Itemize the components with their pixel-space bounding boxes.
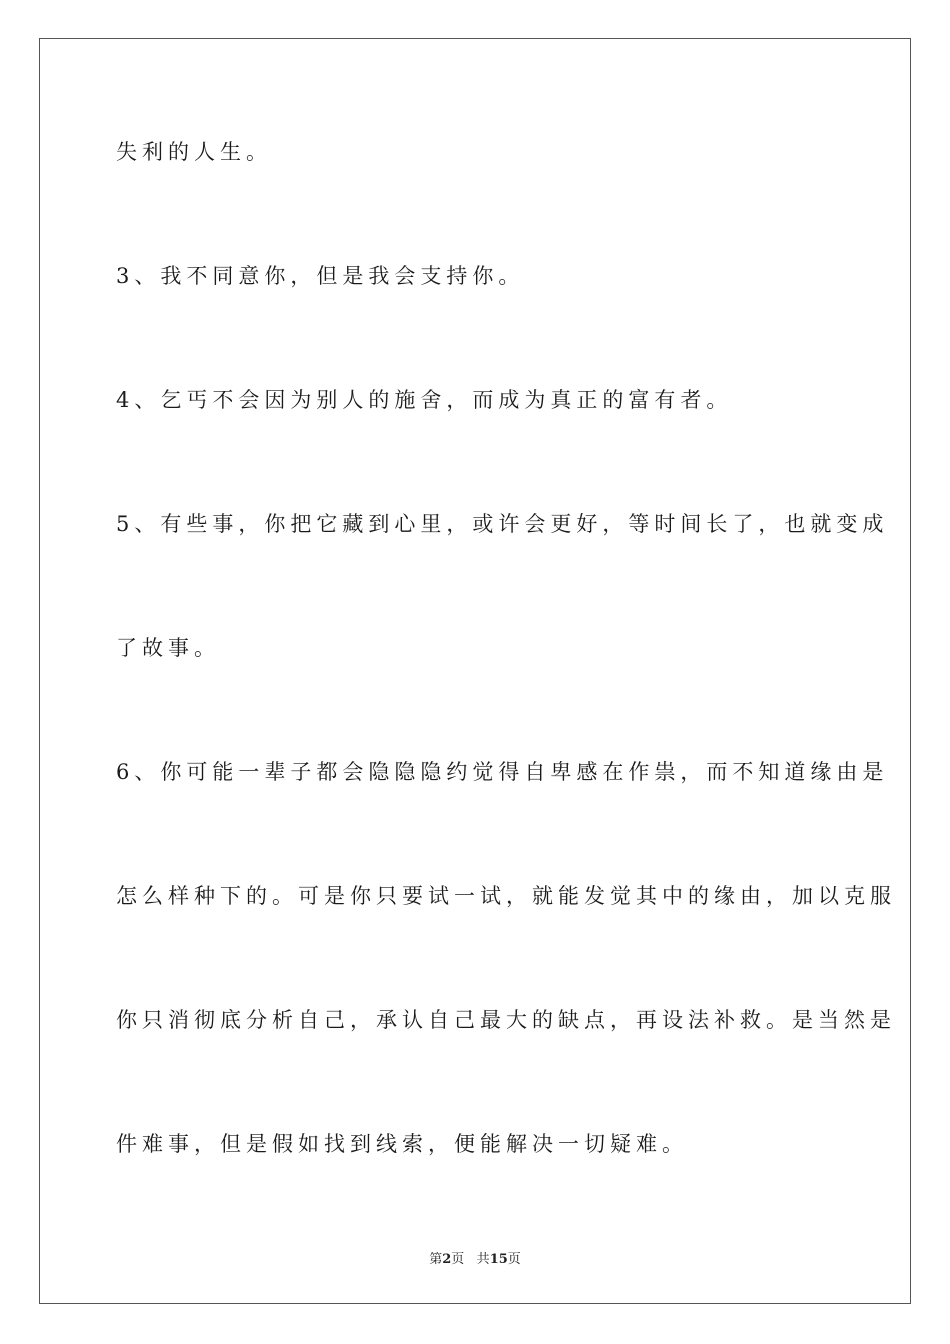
text-line-2: 3、我不同意你，但是我会支持你。	[116, 264, 525, 288]
footer-page-suffix: 页	[451, 1252, 465, 1267]
text-line-5: 了故事。	[116, 636, 220, 660]
text-line-9: 件难事，但是假如找到线索，便能解决一切疑难。	[116, 1132, 688, 1156]
text-line-4: 5、有些事，你把它藏到心里，或许会更好，等时间长了，也就变成	[116, 512, 889, 536]
text-line-6: 6、你可能一辈子都会隐隐隐约觉得自卑感在作祟，而不知道缘由是	[116, 760, 889, 784]
text-line-7: 怎么样种下的。可是你只要试一试，就能发觉其中的缘由，加以克服	[116, 884, 896, 908]
footer-total-suffix: 页	[507, 1252, 521, 1267]
page-border	[39, 38, 911, 1304]
footer-total-prefix: 共	[476, 1252, 490, 1267]
text-line-8: 你只消彻底分析自己，承认自己最大的缺点，再设法补救。是当然是	[116, 1008, 896, 1032]
text-line-1: 失利的人生。	[116, 140, 272, 164]
footer-page-number: 2	[442, 1252, 452, 1267]
footer-total-pages: 15	[489, 1252, 508, 1267]
footer-page-prefix: 第	[429, 1252, 443, 1267]
text-line-3: 4、乞丐不会因为别人的施舍，而成为真正的富有者。	[116, 388, 733, 412]
page-footer	[0, 1248, 950, 1267]
